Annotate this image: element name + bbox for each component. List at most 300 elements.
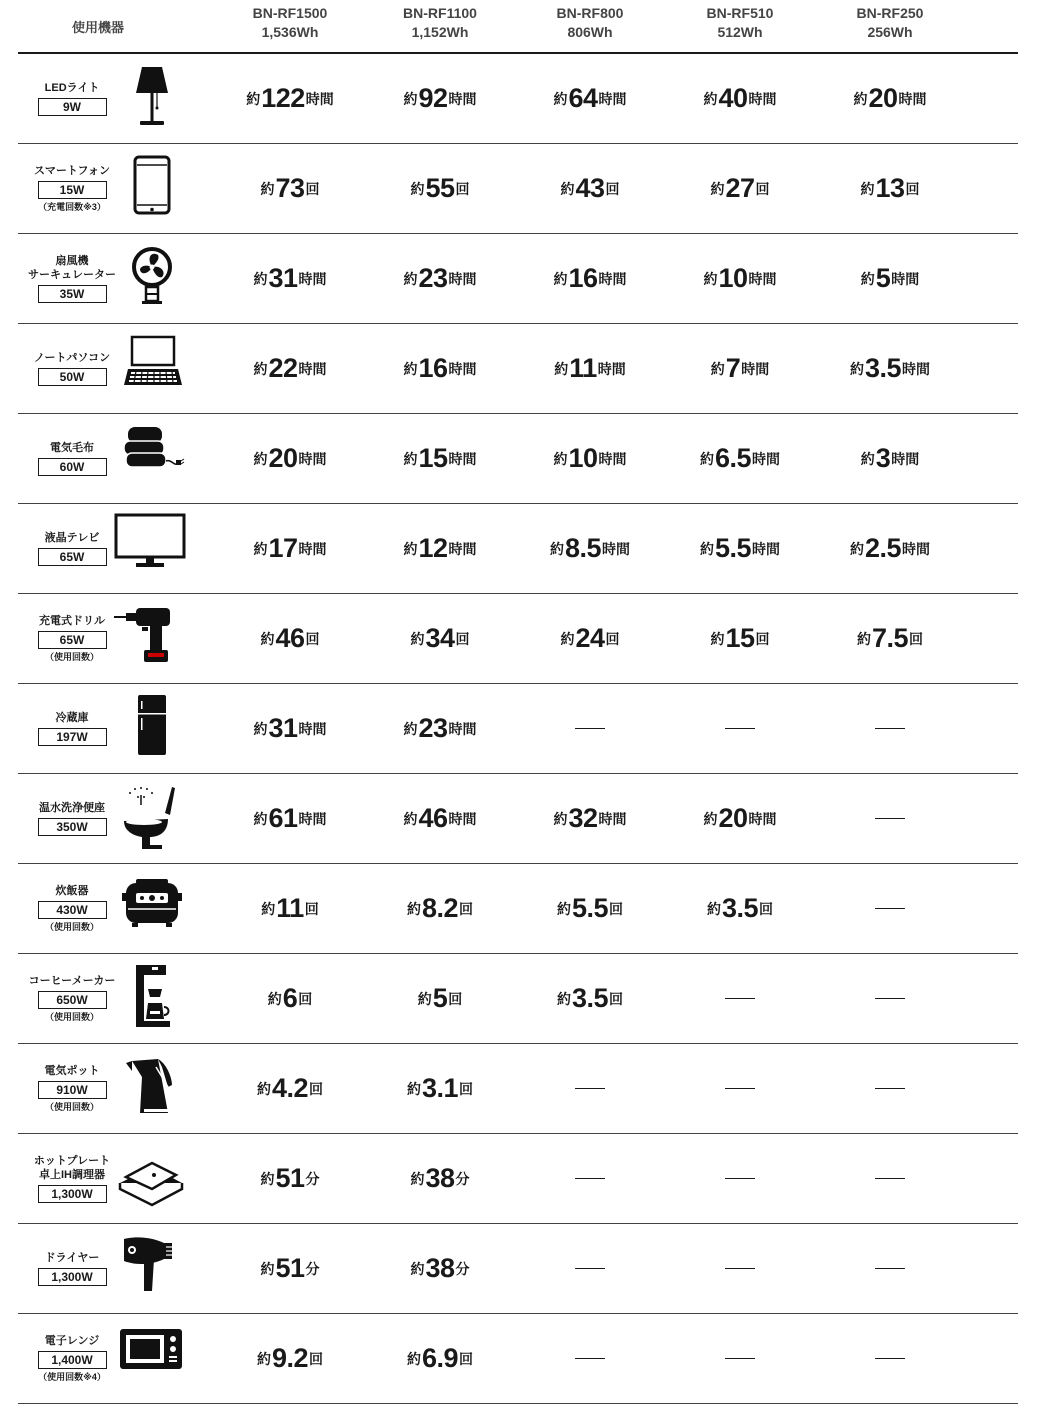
runtime-unit: 時間 bbox=[597, 360, 626, 377]
runtime-cell bbox=[670, 594, 810, 683]
dash-mark bbox=[875, 998, 905, 1000]
runtime-unit: 回 bbox=[309, 1350, 324, 1367]
runtime-value: 38 bbox=[425, 1253, 455, 1283]
device-info bbox=[18, 864, 126, 953]
model-header bbox=[670, 4, 810, 42]
runtime-unit: 時間 bbox=[448, 810, 477, 827]
runtime-cell bbox=[520, 144, 660, 233]
runtime-cell bbox=[670, 144, 810, 233]
runtime-cell bbox=[220, 234, 360, 323]
dash-mark bbox=[725, 1178, 755, 1180]
device-name: 電子レンジ bbox=[44, 1335, 100, 1347]
laptop-icon bbox=[116, 333, 188, 403]
runtime-value: 73 bbox=[275, 173, 305, 203]
wattage-badge: 650W bbox=[38, 991, 107, 1009]
runtime-cell bbox=[520, 504, 660, 593]
device-info bbox=[18, 144, 126, 233]
runtime-value: 34 bbox=[425, 623, 455, 653]
dash-mark bbox=[875, 908, 905, 910]
runtime-value: 15 bbox=[725, 623, 755, 653]
approx-prefix: 約 bbox=[253, 450, 268, 467]
not-supported-cell bbox=[820, 774, 960, 863]
approx-prefix: 約 bbox=[406, 1350, 421, 1367]
approx-prefix: 約 bbox=[406, 1080, 421, 1097]
wattage-badge: 1,300W bbox=[38, 1268, 107, 1286]
runtime-cell bbox=[520, 774, 660, 863]
runtime-value: 8.2 bbox=[421, 893, 459, 923]
table-row bbox=[18, 864, 1018, 954]
refrigerator-icon bbox=[116, 693, 188, 763]
device-name: 電気ポット bbox=[44, 1065, 100, 1077]
runtime-value: 6.9 bbox=[421, 1343, 459, 1373]
runtime-value: 122 bbox=[261, 83, 305, 113]
wattage-badge: 15W bbox=[38, 181, 107, 199]
runtime-cell bbox=[370, 954, 510, 1043]
not-supported-cell bbox=[820, 1224, 960, 1313]
runtime-value: 55 bbox=[425, 173, 455, 203]
runtime-unit: 回 bbox=[905, 180, 920, 197]
runtime-value: 10 bbox=[568, 443, 598, 473]
runtime-value: 20 bbox=[868, 83, 898, 113]
approx-prefix: 約 bbox=[849, 540, 864, 557]
runtime-value: 38 bbox=[425, 1163, 455, 1193]
runtime-value: 32 bbox=[568, 803, 598, 833]
approx-prefix: 約 bbox=[703, 90, 718, 107]
device-name: 電気毛布 bbox=[50, 442, 94, 454]
not-supported-cell bbox=[670, 1224, 810, 1313]
device-info bbox=[18, 54, 126, 143]
runtime-value: 24 bbox=[575, 623, 605, 653]
runtime-cell bbox=[220, 1044, 360, 1133]
runtime-cell bbox=[220, 1224, 360, 1313]
runtime-unit: 時間 bbox=[898, 90, 927, 107]
approx-prefix: 約 bbox=[410, 1260, 425, 1277]
approx-prefix: 約 bbox=[554, 360, 569, 377]
model-capacity: 1,152Wh bbox=[411, 24, 469, 40]
approx-prefix: 約 bbox=[556, 990, 571, 1007]
device-note: （使用回数） bbox=[44, 1102, 99, 1112]
runtime-cell bbox=[820, 54, 960, 143]
runtime-cell bbox=[670, 774, 810, 863]
runtime-cell bbox=[520, 54, 660, 143]
runtime-cell bbox=[220, 54, 360, 143]
approx-prefix: 約 bbox=[553, 450, 568, 467]
model-capacity: 256Wh bbox=[867, 24, 913, 40]
runtime-cell bbox=[220, 1314, 360, 1403]
runtime-value: 5.5 bbox=[571, 893, 609, 923]
runtime-value: 23 bbox=[418, 263, 448, 293]
runtime-unit: 回 bbox=[448, 990, 463, 1007]
approx-prefix: 約 bbox=[403, 270, 418, 287]
runtime-value: 16 bbox=[568, 263, 598, 293]
runtime-value: 5.5 bbox=[714, 533, 752, 563]
approx-prefix: 約 bbox=[256, 1080, 271, 1097]
runtime-cell bbox=[370, 1134, 510, 1223]
approx-prefix: 約 bbox=[253, 270, 268, 287]
runtime-value: 12 bbox=[418, 533, 448, 563]
runtime-unit: 時間 bbox=[752, 450, 781, 467]
runtime-unit: 回 bbox=[304, 900, 319, 917]
runtime-cell bbox=[520, 414, 660, 503]
runtime-value: 46 bbox=[275, 623, 305, 653]
runtime-cell bbox=[220, 594, 360, 683]
runtime-unit: 時間 bbox=[748, 90, 777, 107]
runtime-value: 6.5 bbox=[714, 443, 752, 473]
runtime-cell bbox=[370, 504, 510, 593]
model-header bbox=[370, 4, 510, 42]
approx-prefix: 約 bbox=[403, 450, 418, 467]
runtime-value: 8.5 bbox=[564, 533, 602, 563]
runtime-unit: 時間 bbox=[598, 450, 627, 467]
toilet-icon bbox=[116, 783, 188, 853]
table-row bbox=[18, 684, 1018, 774]
drill-icon bbox=[114, 603, 186, 673]
not-supported-cell bbox=[520, 684, 660, 773]
runtime-value: 23 bbox=[418, 713, 448, 743]
approx-prefix: 約 bbox=[853, 90, 868, 107]
runtime-cell bbox=[820, 594, 960, 683]
runtime-cell bbox=[220, 144, 360, 233]
dash-mark bbox=[575, 1268, 605, 1270]
runtime-unit: 分 bbox=[305, 1170, 320, 1187]
wattage-badge: 60W bbox=[38, 458, 107, 476]
device-name: LEDライト bbox=[44, 82, 100, 94]
not-supported-cell bbox=[520, 1134, 660, 1223]
approx-prefix: 約 bbox=[260, 1260, 275, 1277]
runtime-unit: 回 bbox=[305, 630, 320, 647]
approx-prefix: 約 bbox=[703, 810, 718, 827]
approx-prefix: 約 bbox=[856, 630, 871, 647]
hot-plate-icon bbox=[116, 1143, 188, 1213]
approx-prefix: 約 bbox=[403, 810, 418, 827]
device-name: 冷蔵庫 bbox=[55, 712, 89, 724]
table-row bbox=[18, 234, 1018, 324]
runtime-value: 46 bbox=[418, 803, 448, 833]
runtime-cell bbox=[520, 954, 660, 1043]
not-supported-cell bbox=[520, 1224, 660, 1313]
runtime-unit: 分 bbox=[455, 1170, 470, 1187]
runtime-unit: 時間 bbox=[448, 90, 477, 107]
runtime-unit: 回 bbox=[609, 900, 624, 917]
runtime-value: 20 bbox=[268, 443, 298, 473]
not-supported-cell bbox=[820, 1134, 960, 1223]
approx-prefix: 約 bbox=[260, 1170, 275, 1187]
device-info bbox=[18, 774, 126, 863]
electric-kettle-icon bbox=[116, 1053, 188, 1123]
approx-prefix: 約 bbox=[253, 540, 268, 557]
runtime-unit: 回 bbox=[309, 1080, 324, 1097]
model-name: BN-RF800 bbox=[556, 5, 624, 21]
runtime-cell bbox=[670, 234, 810, 323]
dash-mark bbox=[725, 1088, 755, 1090]
runtime-value: 4.2 bbox=[271, 1073, 309, 1103]
runtime-value: 11 bbox=[569, 353, 597, 383]
runtime-unit: 時間 bbox=[891, 450, 920, 467]
runtime-cell bbox=[220, 864, 360, 953]
wattage-badge: 65W bbox=[38, 631, 107, 649]
device-name: 充電式ドリル bbox=[39, 615, 105, 627]
runtime-cell bbox=[820, 144, 960, 233]
approx-prefix: 約 bbox=[860, 270, 875, 287]
approx-prefix: 約 bbox=[410, 180, 425, 197]
runtime-cell bbox=[520, 864, 660, 953]
runtime-value: 10 bbox=[718, 263, 748, 293]
runtime-unit: 回 bbox=[605, 180, 620, 197]
wattage-badge: 430W bbox=[38, 901, 107, 919]
runtime-unit: 回 bbox=[455, 180, 470, 197]
runtime-value: 27 bbox=[725, 173, 755, 203]
runtime-value: 51 bbox=[275, 1253, 305, 1283]
approx-prefix: 約 bbox=[710, 630, 725, 647]
table-row bbox=[18, 954, 1018, 1044]
not-supported-cell bbox=[820, 684, 960, 773]
runtime-unit: 時間 bbox=[448, 720, 477, 737]
table-row bbox=[18, 54, 1018, 144]
runtime-cell bbox=[220, 504, 360, 593]
runtime-unit: 回 bbox=[609, 990, 624, 1007]
device-name: 温水洗浄便座 bbox=[39, 802, 105, 814]
wattage-badge: 350W bbox=[38, 818, 107, 836]
approx-prefix: 約 bbox=[553, 270, 568, 287]
device-info bbox=[18, 324, 126, 413]
runtime-cell bbox=[370, 1044, 510, 1133]
table-header bbox=[18, 0, 1018, 54]
hair-dryer-icon bbox=[116, 1233, 188, 1303]
runtime-unit: 時間 bbox=[598, 270, 627, 287]
device-note: （使用回数） bbox=[44, 1012, 99, 1022]
device-note: （使用回数※4） bbox=[38, 1372, 106, 1382]
runtime-cell bbox=[220, 324, 360, 413]
not-supported-cell bbox=[670, 1044, 810, 1133]
table-row bbox=[18, 594, 1018, 684]
model-header bbox=[220, 4, 360, 42]
approx-prefix: 約 bbox=[246, 90, 261, 107]
runtime-unit: 時間 bbox=[448, 270, 477, 287]
runtime-value: 64 bbox=[568, 83, 598, 113]
runtime-value: 61 bbox=[268, 803, 298, 833]
runtime-unit: 時間 bbox=[298, 810, 327, 827]
approx-prefix: 約 bbox=[403, 90, 418, 107]
dash-mark bbox=[875, 818, 905, 820]
runtime-value: 7 bbox=[725, 353, 741, 383]
wattage-badge: 50W bbox=[38, 368, 107, 386]
model-capacity: 1,536Wh bbox=[261, 24, 319, 40]
wattage-badge: 65W bbox=[38, 548, 107, 566]
not-supported-cell bbox=[670, 954, 810, 1043]
device-name: 扇風機 サーキュレーター bbox=[28, 255, 116, 281]
runtime-cell bbox=[370, 234, 510, 323]
table-row bbox=[18, 414, 1018, 504]
runtime-unit: 時間 bbox=[298, 540, 327, 557]
model-header bbox=[820, 4, 960, 42]
runtime-unit: 時間 bbox=[752, 540, 781, 557]
model-capacity: 806Wh bbox=[567, 24, 613, 40]
runtime-value: 22 bbox=[268, 353, 298, 383]
runtime-value: 5 bbox=[875, 263, 891, 293]
runtime-cell bbox=[370, 774, 510, 863]
approx-prefix: 約 bbox=[710, 180, 725, 197]
dash-mark bbox=[875, 1358, 905, 1360]
dash-mark bbox=[575, 1088, 605, 1090]
approx-prefix: 約 bbox=[703, 270, 718, 287]
runtime-cell bbox=[670, 324, 810, 413]
runtime-unit: 回 bbox=[305, 180, 320, 197]
runtime-value: 31 bbox=[268, 713, 298, 743]
runtime-value: 15 bbox=[418, 443, 448, 473]
dash-mark bbox=[575, 728, 605, 730]
device-info bbox=[18, 1134, 126, 1223]
runtime-unit: 時間 bbox=[748, 810, 777, 827]
runtime-cell bbox=[370, 54, 510, 143]
runtime-cell bbox=[520, 234, 660, 323]
approx-prefix: 約 bbox=[710, 360, 725, 377]
approx-prefix: 約 bbox=[403, 360, 418, 377]
runtime-unit: 時間 bbox=[902, 540, 931, 557]
runtime-cell bbox=[670, 504, 810, 593]
runtime-value: 3.5 bbox=[864, 353, 902, 383]
runtime-cell bbox=[820, 234, 960, 323]
runtime-cell bbox=[820, 414, 960, 503]
approx-prefix: 約 bbox=[260, 180, 275, 197]
smartphone-icon bbox=[116, 153, 188, 223]
approx-prefix: 約 bbox=[410, 1170, 425, 1187]
tv-icon bbox=[114, 513, 186, 583]
dash-mark bbox=[875, 1268, 905, 1270]
approx-prefix: 約 bbox=[560, 180, 575, 197]
runtime-cell bbox=[820, 324, 960, 413]
not-supported-cell bbox=[820, 864, 960, 953]
device-name: 炊飯器 bbox=[55, 885, 89, 897]
runtime-cell bbox=[370, 324, 510, 413]
runtime-cell bbox=[370, 594, 510, 683]
device-info bbox=[18, 954, 126, 1043]
runtime-value: 16 bbox=[418, 353, 448, 383]
runtime-value: 51 bbox=[275, 1163, 305, 1193]
approx-prefix: 約 bbox=[560, 630, 575, 647]
wattage-badge: 910W bbox=[38, 1081, 107, 1099]
approx-prefix: 約 bbox=[261, 900, 276, 917]
not-supported-cell bbox=[670, 684, 810, 773]
device-name: スマートフォン bbox=[34, 165, 110, 177]
runtime-unit: 回 bbox=[298, 990, 313, 1007]
runtime-unit: 回 bbox=[459, 1080, 474, 1097]
approx-prefix: 約 bbox=[267, 990, 282, 1007]
approx-prefix: 約 bbox=[556, 900, 571, 917]
table-row bbox=[18, 504, 1018, 594]
wattage-badge: 1,300W bbox=[38, 1185, 107, 1203]
runtime-value: 20 bbox=[718, 803, 748, 833]
electric-blanket-icon bbox=[116, 423, 188, 493]
runtime-value: 3.1 bbox=[421, 1073, 459, 1103]
table-row bbox=[18, 1134, 1018, 1224]
not-supported-cell bbox=[670, 1134, 810, 1223]
runtime-value: 2.5 bbox=[864, 533, 902, 563]
model-name: BN-RF510 bbox=[706, 5, 774, 21]
coffee-maker-icon bbox=[116, 963, 188, 1033]
runtime-unit: 回 bbox=[459, 1350, 474, 1367]
table-row bbox=[18, 1224, 1018, 1314]
table-row bbox=[18, 1044, 1018, 1134]
device-name: ホットプレート 卓上IH調理器 bbox=[33, 1155, 111, 1181]
not-supported-cell bbox=[520, 1314, 660, 1403]
device-info bbox=[18, 1044, 126, 1133]
device-name: ドライヤー bbox=[44, 1252, 100, 1264]
runtime-cell bbox=[520, 594, 660, 683]
not-supported-cell bbox=[820, 954, 960, 1043]
runtime-unit: 分 bbox=[455, 1260, 470, 1277]
runtime-cell bbox=[370, 684, 510, 773]
approx-prefix: 約 bbox=[417, 990, 432, 1007]
runtime-cell bbox=[670, 414, 810, 503]
runtime-unit: 時間 bbox=[448, 450, 477, 467]
not-supported-cell bbox=[820, 1044, 960, 1133]
runtime-value: 43 bbox=[575, 173, 605, 203]
not-supported-cell bbox=[670, 1314, 810, 1403]
approx-prefix: 約 bbox=[403, 540, 418, 557]
runtime-cell bbox=[370, 414, 510, 503]
runtime-cell bbox=[370, 1314, 510, 1403]
runtime-unit: 時間 bbox=[602, 540, 631, 557]
runtime-unit: 回 bbox=[909, 630, 924, 647]
fan-icon bbox=[116, 243, 188, 313]
runtime-cell bbox=[670, 864, 810, 953]
device-name: ノートパソコン bbox=[33, 352, 111, 364]
runtime-value: 40 bbox=[718, 83, 748, 113]
approx-prefix: 約 bbox=[849, 360, 864, 377]
approx-prefix: 約 bbox=[553, 90, 568, 107]
runtime-unit: 回 bbox=[455, 630, 470, 647]
dash-mark bbox=[725, 998, 755, 1000]
not-supported-cell bbox=[520, 1044, 660, 1133]
runtime-unit: 時間 bbox=[748, 270, 777, 287]
dash-mark bbox=[875, 728, 905, 730]
runtime-value: 13 bbox=[875, 173, 905, 203]
dash-mark bbox=[575, 1358, 605, 1360]
approx-prefix: 約 bbox=[253, 360, 268, 377]
dash-mark bbox=[725, 1268, 755, 1270]
runtime-unit: 時間 bbox=[298, 270, 327, 287]
approx-prefix: 約 bbox=[253, 810, 268, 827]
model-capacity: 512Wh bbox=[717, 24, 763, 40]
device-info bbox=[18, 1224, 126, 1313]
dash-mark bbox=[875, 1088, 905, 1090]
table-row bbox=[18, 144, 1018, 234]
runtime-unit: 時間 bbox=[298, 450, 327, 467]
device-note: （使用回数） bbox=[44, 922, 99, 932]
runtime-unit: 回 bbox=[755, 180, 770, 197]
approx-prefix: 約 bbox=[260, 630, 275, 647]
dash-mark bbox=[875, 1178, 905, 1180]
approx-prefix: 約 bbox=[699, 450, 714, 467]
runtime-value: 7.5 bbox=[871, 623, 909, 653]
wattage-badge: 197W bbox=[38, 728, 107, 746]
device-name: 液晶テレビ bbox=[44, 532, 100, 544]
approx-prefix: 約 bbox=[549, 540, 564, 557]
runtime-value: 17 bbox=[268, 533, 298, 563]
runtime-value: 3.5 bbox=[571, 983, 609, 1013]
approx-prefix: 約 bbox=[860, 180, 875, 197]
model-name: BN-RF1100 bbox=[403, 5, 477, 21]
runtime-unit: 時間 bbox=[598, 810, 627, 827]
runtime-value: 11 bbox=[276, 893, 304, 923]
approx-prefix: 約 bbox=[410, 630, 425, 647]
runtime-cell bbox=[820, 504, 960, 593]
runtime-value: 3.5 bbox=[721, 893, 759, 923]
runtime-cell bbox=[370, 144, 510, 233]
microwave-icon bbox=[116, 1323, 188, 1393]
runtime-unit: 時間 bbox=[448, 360, 477, 377]
wattage-badge: 9W bbox=[38, 98, 107, 116]
